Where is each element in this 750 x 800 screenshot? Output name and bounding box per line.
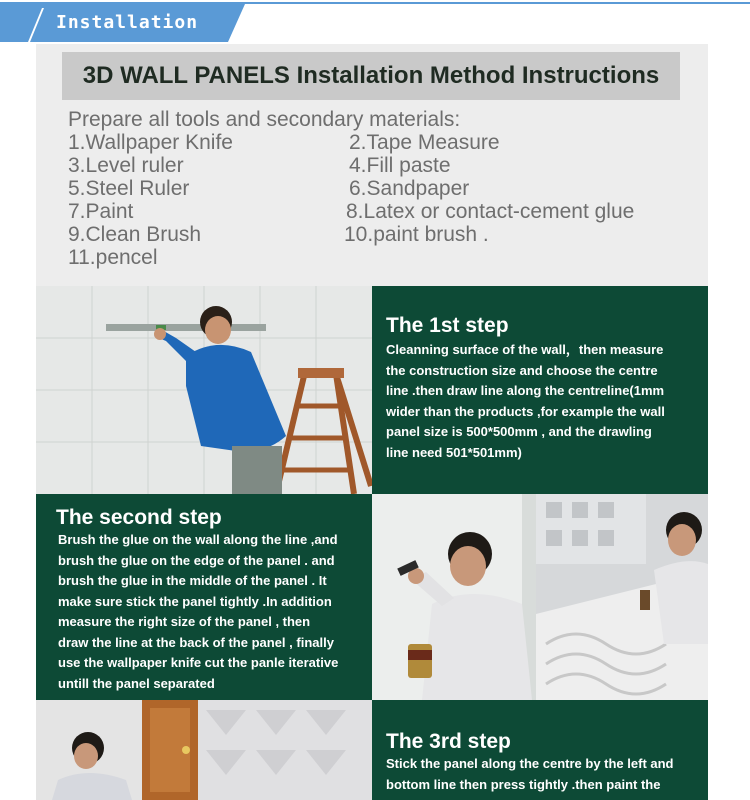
tab-label: Installation bbox=[56, 12, 199, 33]
prepare-heading: Prepare all tools and secondary materials: bbox=[68, 108, 461, 131]
step2-line: brush the glue on the edge of the panel . and bbox=[58, 552, 335, 568]
tool-item: 11.pencel bbox=[68, 246, 158, 269]
step1-photo bbox=[36, 286, 372, 494]
step1-panel bbox=[372, 286, 708, 494]
installation-tab[interactable] bbox=[0, 4, 245, 42]
step2-photo-brush bbox=[372, 494, 536, 700]
step1-title: The 1st step bbox=[386, 314, 509, 337]
tool-item: 4.Fill paste bbox=[349, 154, 451, 177]
step2-body bbox=[58, 530, 370, 694]
step1-body bbox=[386, 340, 701, 463]
step1-line: line need 501*501mm) bbox=[386, 444, 522, 460]
step3-line: Stick the panel along the centre by the left and bbox=[386, 756, 674, 771]
tool-item: 6.Sandpaper bbox=[349, 177, 470, 200]
step2-line: brush the glue in the middle of the panel . It bbox=[58, 573, 327, 588]
step1-line: panel size is 500*500mm , and the drawling bbox=[386, 424, 652, 439]
step3-body bbox=[386, 754, 704, 795]
tool-item: 7.Paint bbox=[68, 200, 134, 223]
tools-section bbox=[36, 44, 708, 286]
step2-line: untill the panel separated bbox=[58, 675, 215, 691]
step2-line: draw the line at the back of the panel , finally bbox=[58, 634, 334, 650]
step3-photo bbox=[36, 700, 372, 800]
step2-panel bbox=[36, 494, 372, 700]
step3-line: bottom line then press tightly .then paint the bbox=[386, 776, 661, 792]
step3-panel bbox=[372, 700, 708, 800]
step2-line: use the wallpaper knife cut the panle iterative bbox=[58, 655, 339, 670]
tool-item: 1.Wallpaper Knife bbox=[68, 131, 233, 154]
instruction-sheet bbox=[36, 44, 708, 800]
tool-item: 3.Level ruler bbox=[68, 154, 184, 177]
tool-item: 2.Tape Measure bbox=[349, 131, 500, 154]
title-banner bbox=[62, 52, 680, 100]
step2-line: make sure stick the panel tightly .In addition bbox=[58, 593, 332, 609]
sheet-title: 3D WALL PANELS Installation Method Instructions bbox=[82, 62, 660, 89]
step1-line: wider than the products ,for example the wall bbox=[386, 403, 665, 419]
step1-line: Cleanning surface of the wall，then measure bbox=[386, 342, 664, 357]
step2-line: measure the right size of the panel , then bbox=[58, 614, 311, 629]
step2-line: Brush the glue on the wall along the line ,and bbox=[58, 532, 338, 547]
step1-line: the construction size and choose the centre bbox=[386, 362, 658, 378]
tool-item: 10.paint brush . bbox=[344, 223, 489, 246]
tool-item: 9.Clean Brush bbox=[68, 223, 202, 246]
step3-title: The 3rd step bbox=[386, 730, 511, 753]
tool-item: 8.Latex or contact-cement glue bbox=[346, 200, 635, 223]
tool-item: 5.Steel Ruler bbox=[68, 177, 190, 200]
step1-line: line .then draw line along the centreline(1mm bbox=[386, 383, 665, 398]
step2-photo-panels bbox=[536, 494, 708, 700]
step2-title: The second step bbox=[56, 506, 222, 529]
